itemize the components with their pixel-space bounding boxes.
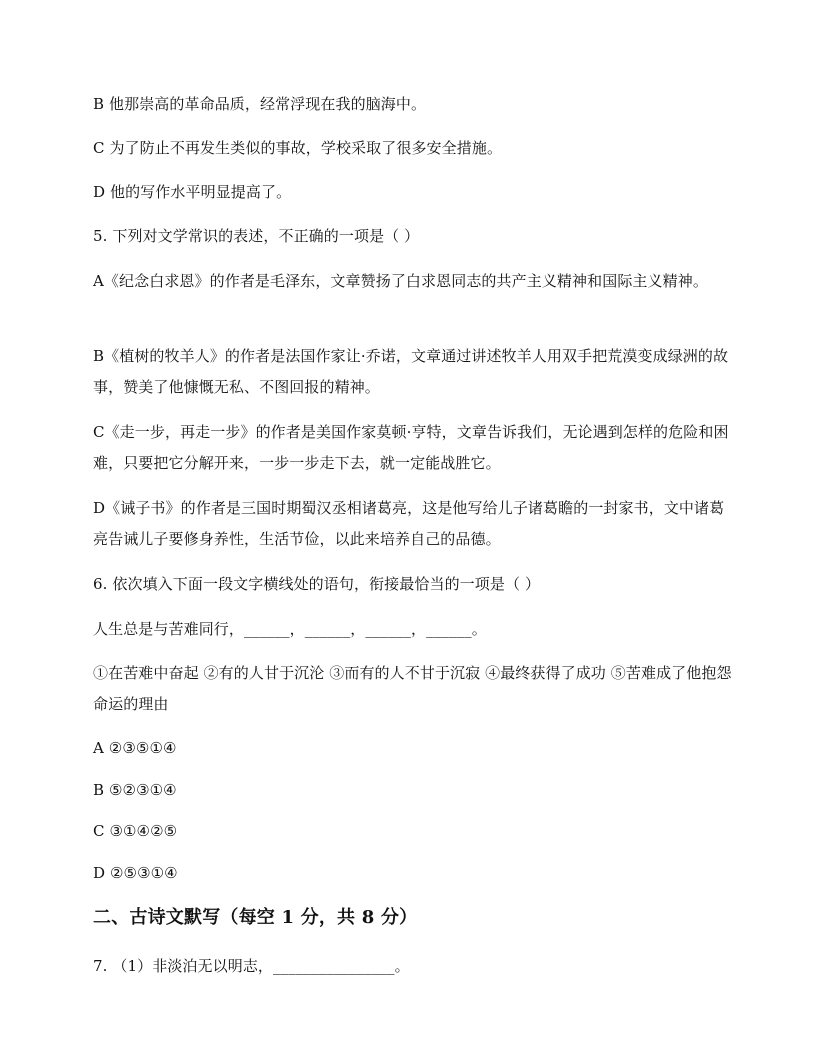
q5-option-d: D《诫子书》的作者是三国时期蜀汉丞相诸葛亮，这是他写给儿子诸葛瞻的一封家书，文中诸葛亮告诫儿子要修身养性，生活节俭，以此来培养自己的品德。 [93, 499, 725, 548]
q6-fill-sentence: 人生总是与苦难同行，______，______，______，______。 [93, 620, 487, 638]
q6-option-d: D ②⑤③①④ [93, 864, 178, 882]
q6-sentence-items: ①在苦难中奋起 ②有的人甘于沉沦 ③而有的人不甘于沉寂 ④最终获得了成功 ⑤苦难成了他抱怨命运的理由 [93, 664, 732, 713]
question-6-stem: 6. 依次填入下面一段文字横线处的语句，衔接最恰当的一项是（ ） [93, 575, 541, 593]
question-7-line-1: 7. （1）非淡泊无以明志，________________。 [93, 957, 410, 975]
q5-option-a: A《纪念白求恩》的作者是毛泽东，文章赞扬了白求恩同志的共产主义精神和国际主义精神。 [93, 272, 708, 290]
question-5-stem: 5. 下列对文学常识的表述，不正确的一项是（ ） [93, 227, 420, 245]
q4-option-d: D 他的写作水平明显提高了。 [93, 183, 292, 201]
q5-option-c: C《走一步，再走一步》的作者是美国作家莫顿·亨特，文章告诉我们，无论遇到怎样的危险和困难，只要把它分解开来，一步一步走下去，就一定能战胜它。 [93, 423, 729, 472]
q6-option-b: B ⑤②③①④ [93, 781, 177, 799]
section-2-title: 二、古诗文默写（每空 1 分，共 8 分） [93, 907, 418, 928]
q4-option-b: B 他那崇高的革命品质，经常浮现在我的脑海中。 [93, 95, 427, 113]
q4-option-c: C 为了防止不再发生类似的事故，学校采取了很多安全措施。 [93, 139, 503, 157]
q6-option-a: A ②③⑤①④ [93, 739, 177, 757]
q5-option-b: B《植树的牧羊人》的作者是法国作家让·乔诺，文章通过讲述牧羊人用双手把荒漠变成绿洲的故事，赞美了他慷慨无私、不图回报的精神。 [93, 347, 729, 396]
q6-option-c: C ③①④②⑤ [93, 822, 178, 840]
